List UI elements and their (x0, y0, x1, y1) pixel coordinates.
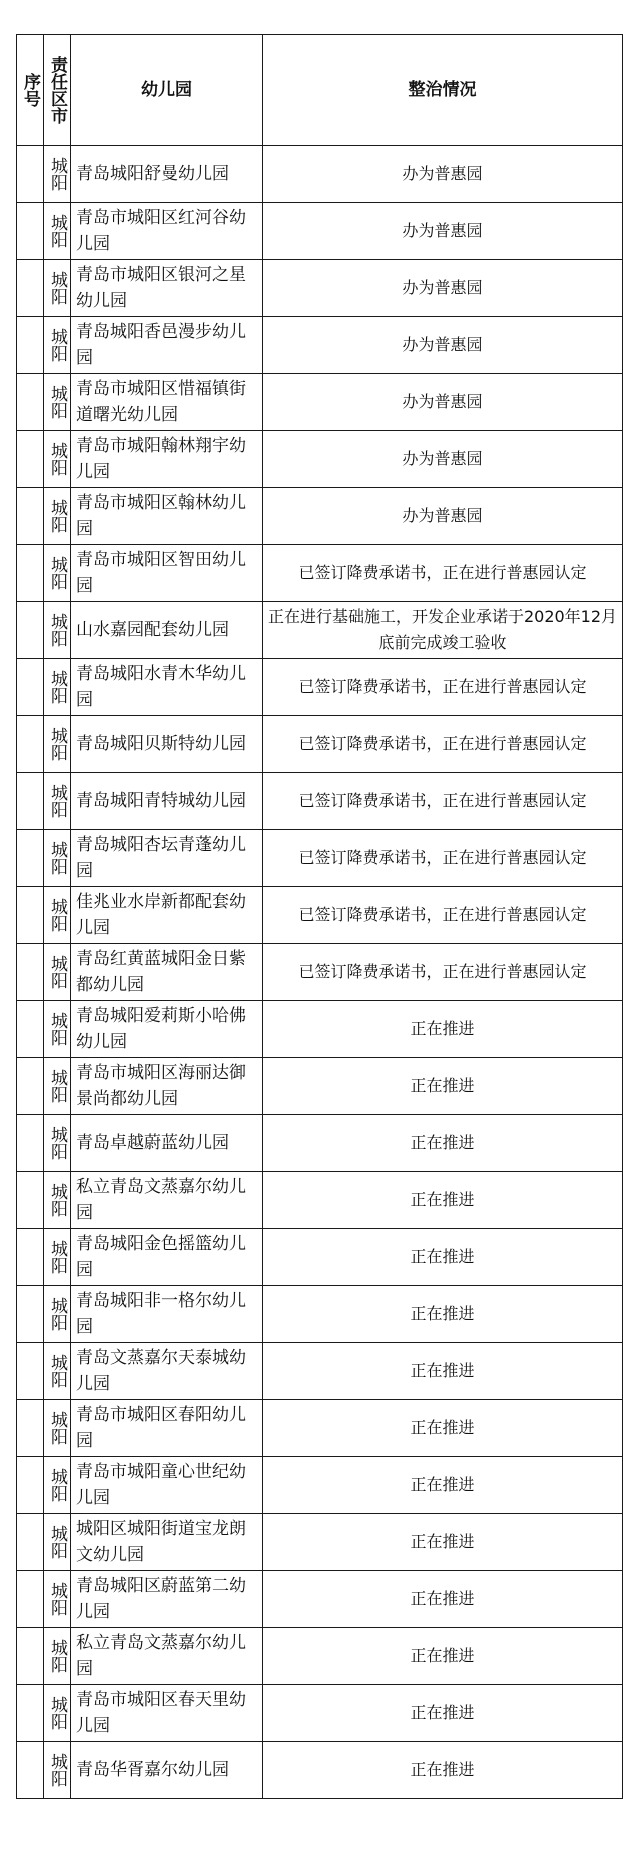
kindergarten-name-cell: 青岛红黄蓝城阳金日紫都幼儿园 (71, 944, 263, 1001)
district-text: 城阳 (47, 841, 67, 875)
table-row (17, 773, 623, 830)
status-cell: 正在推进 (263, 1001, 623, 1058)
kindergarten-name-cell: 青岛市城阳翰林翔宇幼儿园 (71, 431, 263, 488)
status-cell: 正在推进 (263, 1571, 623, 1628)
table-row (17, 1457, 623, 1514)
district-cell (44, 1628, 71, 1685)
district-text: 城阳 (47, 499, 67, 533)
row-number-cell (17, 1001, 44, 1058)
kindergarten-name-cell: 青岛城阳香邑漫步幼儿园 (71, 317, 263, 374)
district-cell (44, 1400, 71, 1457)
table-body (17, 146, 623, 1799)
district-cell (44, 830, 71, 887)
district-cell (44, 488, 71, 545)
district-cell (44, 659, 71, 716)
table-row (17, 659, 623, 716)
row-number-cell (17, 944, 44, 1001)
status-cell: 正在推进 (263, 1742, 623, 1799)
table-row (17, 488, 623, 545)
kindergarten-name-cell: 青岛城阳贝斯特幼儿园 (71, 716, 263, 773)
table-row (17, 830, 623, 887)
district-text: 城阳 (47, 670, 67, 704)
status-cell: 已签订降费承诺书，正在进行普惠园认定 (263, 659, 623, 716)
row-number-cell (17, 374, 44, 431)
district-cell (44, 1115, 71, 1172)
row-number-cell (17, 1058, 44, 1115)
data-table (16, 34, 623, 1799)
table-row (17, 1172, 623, 1229)
status-cell: 办为普惠园 (263, 488, 623, 545)
district-cell (44, 1172, 71, 1229)
kindergarten-name-cell: 山水嘉园配套幼儿园 (71, 602, 263, 659)
row-number-cell (17, 1742, 44, 1799)
row-number-cell (17, 1571, 44, 1628)
district-cell (44, 1457, 71, 1514)
status-cell: 已签订降费承诺书，正在进行普惠园认定 (263, 944, 623, 1001)
table-row (17, 317, 623, 374)
district-text: 城阳 (47, 328, 67, 362)
district-text: 城阳 (47, 784, 67, 818)
district-text: 城阳 (47, 1183, 67, 1217)
table-row (17, 260, 623, 317)
district-text: 城阳 (47, 1525, 67, 1559)
table-row (17, 1058, 623, 1115)
district-text: 城阳 (47, 1012, 67, 1046)
district-cell (44, 1571, 71, 1628)
status-cell: 正在推进 (263, 1229, 623, 1286)
district-text: 城阳 (47, 556, 67, 590)
district-cell (44, 545, 71, 602)
district-text: 城阳 (47, 1240, 67, 1274)
status-cell: 办为普惠园 (263, 317, 623, 374)
status-cell: 正在推进 (263, 1172, 623, 1229)
row-number-cell (17, 1172, 44, 1229)
kindergarten-name-cell: 城阳区城阳街道宝龙朗文幼儿园 (71, 1514, 263, 1571)
row-number-cell (17, 773, 44, 830)
kindergarten-name-cell: 青岛卓越蔚蓝幼儿园 (71, 1115, 263, 1172)
district-cell (44, 1343, 71, 1400)
district-cell (44, 1514, 71, 1571)
table-row (17, 1571, 623, 1628)
kindergarten-name-cell: 青岛城阳金色摇篮幼儿园 (71, 1229, 263, 1286)
row-number-cell (17, 887, 44, 944)
row-number-cell (17, 602, 44, 659)
table-row (17, 944, 623, 1001)
kindergarten-name-cell: 青岛城阳爱莉斯小哈佛幼儿园 (71, 1001, 263, 1058)
district-text: 城阳 (47, 385, 67, 419)
district-cell (44, 203, 71, 260)
header-name: 幼儿园 (71, 35, 263, 146)
table-row (17, 1514, 623, 1571)
row-number-cell (17, 1400, 44, 1457)
district-cell (44, 1229, 71, 1286)
kindergarten-name-cell: 青岛市城阳区惜福镇街道曙光幼儿园 (71, 374, 263, 431)
kindergarten-name-cell: 青岛市城阳区银河之星幼儿园 (71, 260, 263, 317)
district-cell (44, 431, 71, 488)
status-cell: 正在推进 (263, 1457, 623, 1514)
district-cell (44, 1058, 71, 1115)
row-number-cell (17, 659, 44, 716)
status-cell: 办为普惠园 (263, 146, 623, 203)
row-number-cell (17, 203, 44, 260)
table-row (17, 545, 623, 602)
district-text: 城阳 (47, 1639, 67, 1673)
status-cell: 正在推进 (263, 1058, 623, 1115)
kindergarten-name-cell: 青岛城阳杏坛青蓬幼儿园 (71, 830, 263, 887)
header-no: 序号 (17, 35, 44, 146)
status-cell: 正在推进 (263, 1400, 623, 1457)
status-cell: 正在推进 (263, 1514, 623, 1571)
row-number-cell (17, 317, 44, 374)
district-text: 城阳 (47, 1297, 67, 1331)
row-number-cell (17, 1229, 44, 1286)
kindergarten-name-cell: 青岛城阳水青木华幼儿园 (71, 659, 263, 716)
row-number-cell (17, 1286, 44, 1343)
kindergarten-name-cell: 青岛华胥嘉尔幼儿园 (71, 1742, 263, 1799)
table-row (17, 1685, 623, 1742)
status-cell: 办为普惠园 (263, 431, 623, 488)
table-row (17, 1400, 623, 1457)
kindergarten-name-cell: 青岛文蒸嘉尔天泰城幼儿园 (71, 1343, 263, 1400)
row-number-cell (17, 431, 44, 488)
kindergarten-name-cell: 私立青岛文蒸嘉尔幼儿园 (71, 1628, 263, 1685)
kindergarten-name-cell: 青岛市城阳区翰林幼儿园 (71, 488, 263, 545)
district-cell (44, 146, 71, 203)
row-number-cell (17, 260, 44, 317)
table-row (17, 1001, 623, 1058)
row-number-cell (17, 1514, 44, 1571)
table-row (17, 602, 623, 659)
table-row (17, 146, 623, 203)
district-text: 城阳 (47, 955, 67, 989)
district-cell (44, 1286, 71, 1343)
district-text: 城阳 (47, 1696, 67, 1730)
district-cell (44, 317, 71, 374)
status-cell: 办为普惠园 (263, 260, 623, 317)
district-text: 城阳 (47, 442, 67, 476)
status-cell: 正在推进 (263, 1286, 623, 1343)
district-cell (44, 260, 71, 317)
header-status: 整治情况 (263, 35, 623, 146)
district-cell (44, 887, 71, 944)
district-text: 城阳 (47, 613, 67, 647)
status-cell: 正在进行基础施工，开发企业承诺于2020年12月底前完成竣工验收 (263, 602, 623, 659)
kindergarten-name-cell: 青岛城阳非一格尔幼儿园 (71, 1286, 263, 1343)
row-number-cell (17, 716, 44, 773)
district-cell (44, 1685, 71, 1742)
table-row (17, 1286, 623, 1343)
row-number-cell (17, 1115, 44, 1172)
district-cell (44, 1742, 71, 1799)
row-number-cell (17, 1457, 44, 1514)
row-number-cell (17, 146, 44, 203)
status-cell: 办为普惠园 (263, 203, 623, 260)
district-text: 城阳 (47, 1753, 67, 1787)
status-cell: 已签订降费承诺书，正在进行普惠园认定 (263, 773, 623, 830)
kindergarten-name-cell: 青岛市城阳区海丽达御景尚都幼儿园 (71, 1058, 263, 1115)
status-cell: 已签订降费承诺书，正在进行普惠园认定 (263, 716, 623, 773)
district-cell (44, 773, 71, 830)
kindergarten-name-cell: 青岛城阳舒曼幼儿园 (71, 146, 263, 203)
status-cell: 正在推进 (263, 1115, 623, 1172)
district-cell (44, 1001, 71, 1058)
status-cell: 办为普惠园 (263, 374, 623, 431)
row-number-cell (17, 1343, 44, 1400)
row-number-cell (17, 1628, 44, 1685)
status-cell: 已签订降费承诺书，正在进行普惠园认定 (263, 830, 623, 887)
header-row (17, 35, 623, 146)
row-number-cell (17, 1685, 44, 1742)
row-number-cell (17, 488, 44, 545)
district-text: 城阳 (47, 727, 67, 761)
district-text: 城阳 (47, 898, 67, 932)
status-cell: 正在推进 (263, 1343, 623, 1400)
table-row (17, 716, 623, 773)
table-row (17, 887, 623, 944)
table-row (17, 374, 623, 431)
district-text: 城阳 (47, 1069, 67, 1103)
kindergarten-name-cell: 青岛市城阳区春天里幼儿园 (71, 1685, 263, 1742)
district-cell (44, 602, 71, 659)
table-row (17, 203, 623, 260)
row-number-cell (17, 830, 44, 887)
table-row (17, 1115, 623, 1172)
kindergarten-name-cell: 青岛市城阳区春阳幼儿园 (71, 1400, 263, 1457)
district-text: 城阳 (47, 157, 67, 191)
kindergarten-name-cell: 青岛市城阳区智田幼儿园 (71, 545, 263, 602)
district-cell (44, 374, 71, 431)
status-cell: 已签订降费承诺书，正在进行普惠园认定 (263, 887, 623, 944)
table-row (17, 1229, 623, 1286)
status-cell: 正在推进 (263, 1685, 623, 1742)
row-number-cell (17, 545, 44, 602)
district-text: 城阳 (47, 214, 67, 248)
kindergarten-name-cell: 青岛城阳区蔚蓝第二幼儿园 (71, 1571, 263, 1628)
district-text: 城阳 (47, 271, 67, 305)
status-cell: 正在推进 (263, 1628, 623, 1685)
kindergarten-name-cell: 青岛市城阳童心世纪幼儿园 (71, 1457, 263, 1514)
district-cell (44, 716, 71, 773)
table-row (17, 1628, 623, 1685)
district-text: 城阳 (47, 1354, 67, 1388)
district-text: 城阳 (47, 1411, 67, 1445)
district-text: 城阳 (47, 1468, 67, 1502)
district-text: 城阳 (47, 1582, 67, 1616)
table-row (17, 431, 623, 488)
table-row (17, 1343, 623, 1400)
status-cell: 已签订降费承诺书，正在进行普惠园认定 (263, 545, 623, 602)
table-row (17, 1742, 623, 1799)
kindergarten-name-cell: 私立青岛文蒸嘉尔幼儿园 (71, 1172, 263, 1229)
header-district: 责任区市 (44, 35, 71, 146)
kindergarten-name-cell: 青岛市城阳区红河谷幼儿园 (71, 203, 263, 260)
kindergarten-name-cell: 佳兆业水岸新都配套幼儿园 (71, 887, 263, 944)
kindergarten-name-cell: 青岛城阳青特城幼儿园 (71, 773, 263, 830)
district-text: 城阳 (47, 1126, 67, 1160)
kindergarten-rectification-table (16, 34, 623, 1799)
district-cell (44, 944, 71, 1001)
